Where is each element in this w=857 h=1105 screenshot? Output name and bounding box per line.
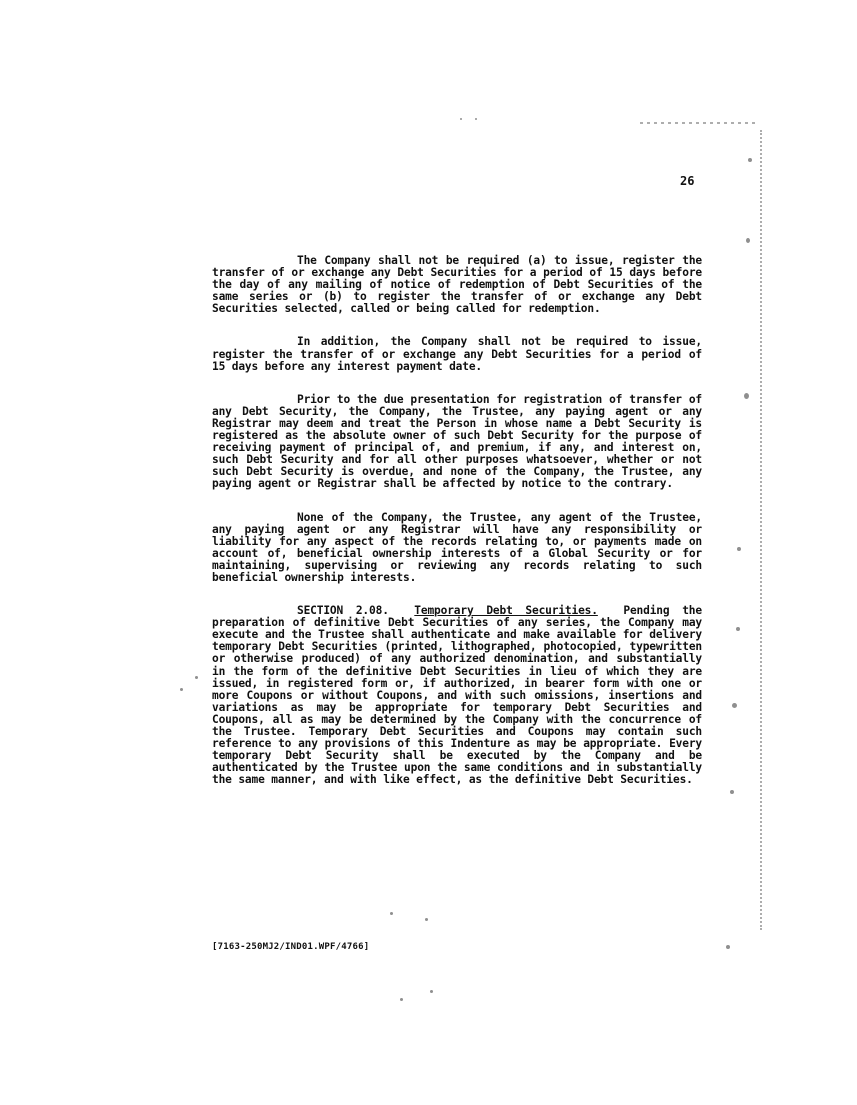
scan-speck [195, 676, 198, 679]
paragraph-interest-payment-date: In addition, the Company shall not be required to issue, register the transfer of or exchange any Debt Securities for a period of 15 days before any interest payment date. [212, 335, 702, 373]
scan-speck [460, 118, 462, 120]
footer-document-reference: [7163-250MJ2/IND01.WPF/4766] [212, 942, 370, 952]
page-number: 26 [680, 174, 695, 188]
document-body [212, 255, 702, 786]
scan-speck [726, 945, 730, 949]
scan-speck [748, 158, 752, 162]
scan-speck [744, 393, 749, 399]
scan-speck [390, 912, 393, 915]
scan-speck [475, 118, 477, 120]
scan-artifact-top [640, 122, 758, 124]
section-title: Temporary Debt Securities. [414, 604, 598, 618]
scan-speck [737, 547, 741, 551]
paragraph-transfer-restrictions: The Company shall not be required (a) to issue, register the transfer of or exchange any Debt Securities for a period of 15 days before the day of any mailing of notice of redemption of Debt Securities of the same series or (b) to register the transfer of or exchange any Debt Securities selected, called or being called for redemption. [212, 254, 702, 316]
scan-speck [400, 998, 403, 1001]
scan-artifact-edge [760, 130, 762, 930]
paragraph-registered-owner: Prior to the due presentation for registration of transfer of any Debt Security, the Company, the Trustee, any paying agent or any Registrar may deem and treat the Person in whose name a Debt Security is registered as the absolute owner of such Debt Security for the purpose of receiving payment of principal of, and premium, if any, and interest on, such Debt Security and for all other purposes whatsoever, whether or not such Debt Security is overdue, and none of the Company, the Trustee, any paying agent or Registrar shall be affected by notice to the contrary. [212, 392, 702, 491]
section-body: Pending the preparation of definitive Debt Securities of any series, the Company may execute and the Trustee shall authenticate and make available for delivery temporary Debt Securities (printed, lithographed, photocopied, typewritten or otherwise produced) of any authorized denomination, and substantially in the form of the definitive Debt Securities in lieu of which they are issued, in registered form or, if authorized, in bearer form with one or more Coupons or without Coupons, and with such omissions, insertions and variations as may be appropriate for temporary Debt Securities and Coupons, all as may be determined by the Company with the concurrence of the Trustee. Temporary Debt Securities and Coupons may contain such reference to any provisions of this Indenture as may be appropriate. Every temporary Debt Security shall be executed by the Company and be authenticated by the Trustee upon the same conditions and in substantially the same manner, and with like effect, as the definitive Debt Securities. [212, 604, 702, 787]
scan-speck [732, 703, 737, 708]
paragraph-no-responsibility: None of the Company, the Trustee, any agent of the Trustee, any paying agent or any Registrar will have any responsibility or liability for any aspect of the records relating to, or payments made on account of, beneficial ownership interests of a Global Security or for maintaining, supervising or reviewing any records relating to such beneficial ownership interests. [212, 510, 702, 584]
scan-speck [180, 688, 183, 691]
section-heading: SECTION 2.08. [297, 604, 389, 618]
scan-speck [730, 790, 734, 794]
scan-speck [746, 238, 750, 243]
scan-speck [430, 990, 433, 993]
scan-speck [425, 918, 428, 921]
section-2-08-paragraph [212, 605, 702, 786]
scan-speck [736, 627, 740, 631]
